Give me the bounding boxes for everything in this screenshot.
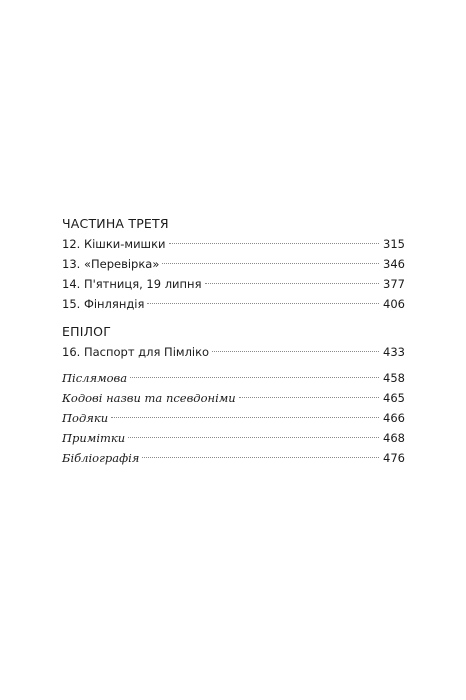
toc-entry-page: 346 [383,257,405,271]
dot-leader [212,351,379,352]
toc-entry-page: 466 [383,411,405,425]
toc-entry-title: Кодові назви та псевдоніми [62,391,236,405]
toc-entry-title: 14. П'ятниця, 19 липня [62,277,202,291]
toc-entry-title: 16. Паспорт для Пімліко [62,345,210,359]
toc-entry-title: Бібліографія [62,451,140,465]
toc-entry-title: Примітки [62,431,126,445]
toc-entry-page: 468 [383,431,405,445]
toc-entry [62,234,405,254]
dot-leader [111,417,379,418]
toc-entry-title: 13. «Перевірка» [62,257,160,271]
dot-leader [205,283,380,284]
toc-entry [62,254,405,274]
section-heading-epilogue: ЕПІЛОГ [62,324,112,339]
toc-entry-page: 476 [383,451,405,465]
toc-entry [62,428,405,448]
dot-leader [142,457,379,458]
toc-entry-page: 433 [383,345,405,359]
dot-leader [162,263,379,264]
toc-entry-title: 12. Кішки-мишки [62,237,166,251]
dot-leader [239,397,379,398]
toc-entry [62,388,405,408]
dot-leader [169,243,380,244]
section-heading-part-three: ЧАСТИНА ТРЕТЯ [62,216,169,231]
dot-leader [128,437,379,438]
toc-entry-title: Подяки [62,411,109,425]
toc-entry-page: 465 [383,391,405,405]
table-of-contents [62,214,405,468]
toc-entry [62,342,405,362]
dot-leader [130,377,379,378]
toc-entry-page: 458 [383,371,405,385]
toc-entry [62,368,405,388]
toc-entry-page: 406 [383,297,405,311]
toc-entry-title: Післямова [62,371,128,385]
toc-entry [62,294,405,314]
toc-entry [62,448,405,468]
toc-entry [62,274,405,294]
toc-entry-page: 377 [383,277,405,291]
toc-entry [62,408,405,428]
toc-entry-page: 315 [383,237,405,251]
dot-leader [147,303,379,304]
toc-entry-title: 15. Фінляндія [62,297,145,311]
